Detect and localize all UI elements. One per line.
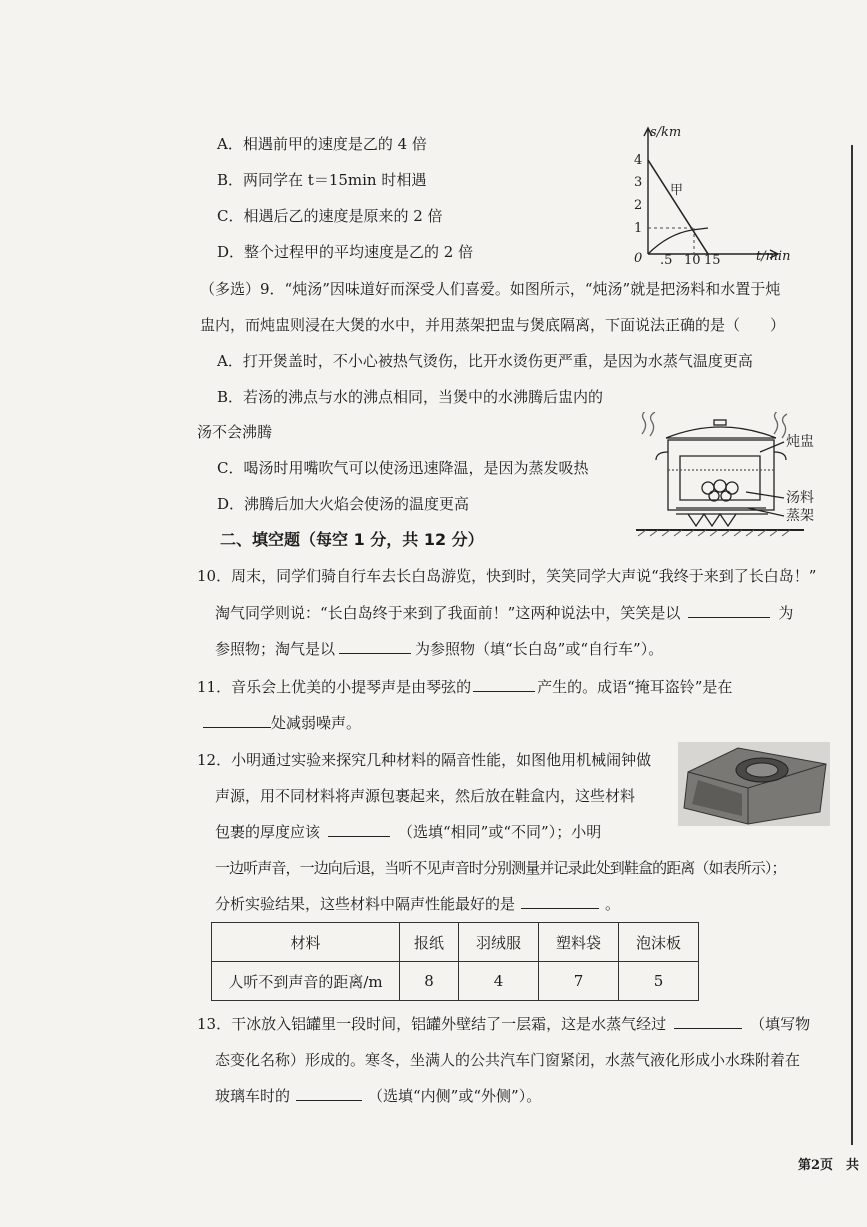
table-header: 泡沫板 bbox=[619, 923, 699, 962]
steam-right-icon bbox=[774, 412, 779, 434]
label-dunzhong: 炖盅 bbox=[786, 434, 814, 450]
page-edge bbox=[851, 145, 853, 1145]
inner-bowl bbox=[680, 456, 760, 500]
page-footer: 第2页 共 bbox=[798, 1158, 860, 1173]
q12-line-2: 声源，用不同材料将声源包裹起来，然后放在鞋盒内，这些材料 bbox=[215, 787, 636, 805]
y-tick-1: 1 bbox=[634, 221, 643, 236]
table-header: 报纸 bbox=[400, 923, 459, 962]
q8-option-c: C．相遇后乙的速度是原来的 2 倍 bbox=[217, 207, 443, 225]
q10-blank-2[interactable] bbox=[339, 639, 411, 654]
q12-blank-1[interactable] bbox=[328, 822, 390, 837]
q12-line-4: 一边听声音，一边向后退，当听不见声音时分别测量并记录此处到鞋盒的距离（如表所示）； bbox=[215, 859, 786, 877]
q12-blank-2[interactable] bbox=[521, 894, 599, 909]
q9-option-b-line-1: B．若汤的沸点与水的沸点相同，当煲中的水沸腾后盅内的 bbox=[217, 388, 604, 406]
q11-blank-2[interactable] bbox=[203, 713, 271, 728]
table-row bbox=[212, 962, 699, 1001]
q8-option-d: D．整个过程甲的平均速度是乙的 2 倍 bbox=[217, 243, 474, 261]
q11-line-1: 11．音乐会上优美的小提琴声是由琴弦的 产生的。成语“掩耳盗铃”是在 bbox=[197, 678, 733, 696]
table-header: 塑料袋 bbox=[539, 923, 619, 962]
shoebox-photo bbox=[678, 742, 830, 826]
q9-option-a: A．打开煲盖时，不小心被热气烫伤，比开水烫伤更严重，是因为水蒸气温度更高 bbox=[217, 352, 753, 370]
label-zhengjia: 蒸架 bbox=[786, 508, 814, 524]
q12-line-5: 分析实验结果，这些材料中隔声性能最好的是 。 bbox=[215, 895, 621, 913]
q9-stem-line-1: （多选）9．“炖汤”因味道好而深受人们喜爱。如图所示，“炖汤”就是把汤料和水置于炖 bbox=[200, 280, 781, 298]
table-cell: 人听不到声音的距离/m bbox=[212, 962, 400, 1001]
q10-line-1: 10．周末，同学们骑自行车去长白岛游览，快到时，笑笑同学大声说“我终于来到了长白岛！” bbox=[197, 567, 817, 585]
q11-line-2: 处减弱噪声。 bbox=[203, 713, 361, 733]
distance-time-graph bbox=[628, 122, 798, 267]
burner bbox=[676, 514, 768, 526]
x-tick-15: 15 bbox=[704, 253, 721, 267]
q9-option-c: C．喝汤时用嘴吹气可以使汤迅速降温，是因为蒸发吸热 bbox=[217, 459, 589, 477]
table-cell: 8 bbox=[400, 962, 459, 1001]
q10-line-2: 淘气同学则说：“长白岛终于来到了我面前！”这两种说法中，笑笑是以 为 bbox=[215, 604, 794, 622]
series-label-jia: 甲 bbox=[670, 183, 684, 198]
label-tangliao: 汤料 bbox=[786, 490, 814, 506]
x-tick-5: .5 bbox=[660, 253, 673, 267]
q12-line-3: 包裹的厚度应该 （选填“相同”或“不同”）；小明 bbox=[215, 823, 602, 841]
stew-pot-figure bbox=[636, 412, 836, 542]
q9-stem-line-2: 盅内，而炖盅则浸在大煲的水中，并用蒸架把盅与煲底隔离，下面说法正确的是（ ） bbox=[200, 316, 786, 334]
y-tick-4: 4 bbox=[634, 153, 643, 168]
table-header: 羽绒服 bbox=[459, 923, 539, 962]
y-axis-label: s/km bbox=[650, 125, 682, 140]
q13-line-3: 玻璃车时的 （选填“内侧”或“外侧”）。 bbox=[215, 1087, 542, 1105]
x-tick-10: 10 bbox=[684, 253, 701, 267]
materials-table bbox=[211, 922, 699, 1001]
q13-line-2: 态变化名称）形成的。寒冬，坐满人的公共汽车门窗紧闭，水蒸气液化形成小水珠附着在 bbox=[215, 1051, 801, 1069]
q8-option-b: B．两同学在 t＝15min 时相遇 bbox=[217, 171, 427, 189]
x-tick-0: 0 bbox=[634, 251, 643, 266]
line-yi-1 bbox=[648, 230, 692, 254]
q13-blank-1[interactable] bbox=[674, 1014, 742, 1029]
x-axis-label: t/min bbox=[756, 249, 791, 264]
table-cell: 7 bbox=[539, 962, 619, 1001]
table-cell: 5 bbox=[619, 962, 699, 1001]
q9-option-b-line-2: 汤不会沸腾 bbox=[197, 423, 273, 441]
q12-line-1: 12．小明通过实验来探究几种材料的隔音性能，如图他用机械闹钟做 bbox=[197, 751, 652, 769]
q10-blank-1[interactable] bbox=[688, 603, 770, 618]
line-jia bbox=[648, 160, 708, 254]
q10-line-3: 参照物；淘气是以 为参照物（填“长白岛”或“自行车”）。 bbox=[215, 640, 664, 658]
steam-left-icon bbox=[642, 412, 647, 434]
q9-option-d: D．沸腾后加大火焰会使汤的温度更高 bbox=[217, 495, 470, 513]
y-tick-2: 2 bbox=[634, 198, 643, 213]
q11-blank-1[interactable] bbox=[473, 677, 535, 692]
table-header: 材料 bbox=[212, 923, 400, 962]
table-header-row bbox=[212, 923, 699, 962]
q13-blank-2[interactable] bbox=[296, 1086, 362, 1101]
pot-lid bbox=[666, 427, 776, 438]
y-tick-3: 3 bbox=[634, 175, 643, 190]
q8-option-a: A．相遇前甲的速度是乙的 4 倍 bbox=[217, 135, 427, 153]
section-title: 二、填空题（每空 1 分，共 12 分） bbox=[220, 530, 484, 549]
q13-line-1: 13．干冰放入铝罐里一段时间，铝罐外壁结了一层霜，这是水蒸气经过 （填写物 bbox=[197, 1015, 811, 1033]
table-cell: 4 bbox=[459, 962, 539, 1001]
